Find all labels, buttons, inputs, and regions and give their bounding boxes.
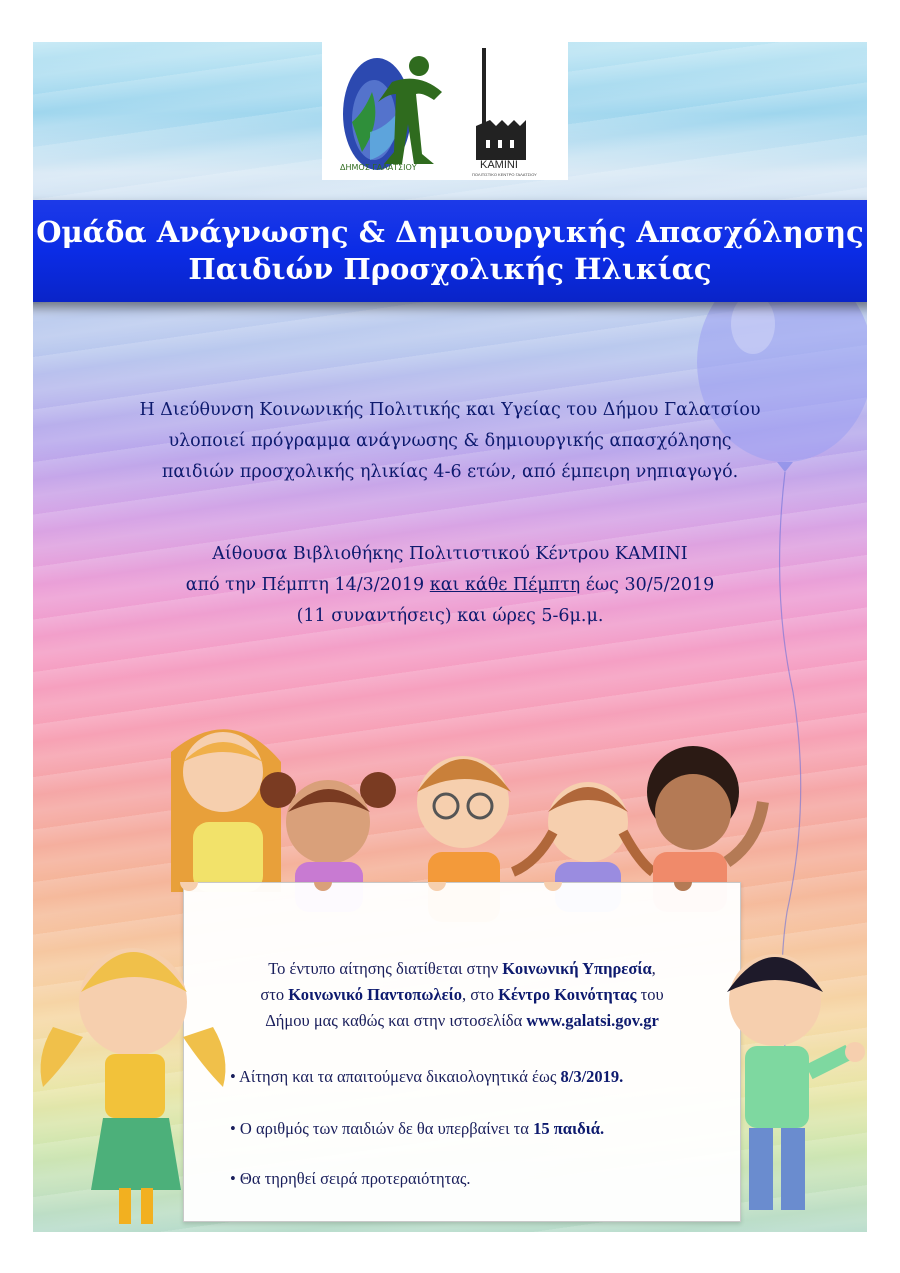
title-banner <box>33 200 867 302</box>
intro-line-1: Η Διεύθυνση Κοινωνικής Πολιτικής και Υγείας του Δήμου Γαλατσίου <box>139 400 761 420</box>
bullet-text: • Αίτηση και τα απαιτούμενα δικαιολογητικά έως <box>230 1067 561 1086</box>
front-children-illustration <box>33 882 867 1232</box>
poster <box>33 42 867 1232</box>
title-line-1: Ομάδα Ανάγνωσης & Δημιουργικής Απασχόλησης <box>36 215 864 249</box>
kamini-logo-subtext: ΠΟΛΙΤΙΣΤΙΚΟ ΚΕΝΤΡΟ ΓΑΛΑΤΣΙΟΥ <box>472 172 537 177</box>
notice-community-center: Κέντρο Κοινότητας <box>498 985 637 1004</box>
venue-line-1: Αίθουσα Βιβλιοθήκης Πολιτιστικού Κέντρου ΚΑΜΙΝΙ <box>212 544 688 564</box>
intro-line-2: υλοποιεί πρόγραμμα ανάγνωσης & δημιουργικής απασχόλησης <box>168 431 732 451</box>
title-line-2: Παιδιών Προσχολικής Ηλικίας <box>188 252 712 286</box>
notice-text: Το έντυπο αίτησης διατίθεται στην <box>268 959 503 978</box>
child-7 <box>727 954 865 1210</box>
notice-website: www.galatsi.gov.gr <box>526 1011 659 1030</box>
notice-text: , στο <box>462 985 499 1004</box>
kamini-logo-text: ΚΑΜΙΝΙ <box>480 159 518 171</box>
logo-panel <box>322 42 568 180</box>
venue-line-3: (11 συναντήσεις) και ώρες 5-6μ.μ. <box>296 606 604 626</box>
child-1 <box>171 729 281 892</box>
bullet-priority: • Θα τηρηθεί σειρά προτεραιότητας. <box>230 1169 471 1188</box>
child-6 <box>41 948 226 1224</box>
galatsi-logo <box>322 42 568 180</box>
notice-text: του <box>636 985 664 1004</box>
bullet-deadline-date: 8/3/2019. <box>560 1067 624 1086</box>
venue-date-end: έως 30/5/2019 <box>580 575 715 595</box>
bullet-capacity-number: 15 παιδιά. <box>533 1119 605 1138</box>
notice-social-grocery: Κοινωνικό Παντοπωλείο <box>288 985 462 1004</box>
venue-text <box>33 539 867 632</box>
venue-line-2 <box>33 570 867 601</box>
notice-social-service: Κοινωνική Υπηρεσία <box>502 959 652 978</box>
venue-every-thursday: και κάθε Πέμπτη <box>429 575 581 595</box>
notice-text: Δήμου μας καθώς και στην ιστοσελίδα <box>265 1011 527 1030</box>
notice-text: στο <box>260 985 289 1004</box>
kamini-logo <box>472 48 537 177</box>
bullet-text: • Ο αριθμός των παιδιών δε θα υπερβαίνει τα <box>230 1119 534 1138</box>
notice-comma: , <box>651 959 656 978</box>
hands <box>180 882 692 891</box>
venue-date-start: από την Πέμπτη 14/3/2019 <box>185 575 430 595</box>
galatsi-logo-text: ΔΗΜΟΣ ΓΑΛΑΤΣΙΟΥ <box>340 163 417 172</box>
intro-text <box>33 395 867 488</box>
intro-line-3: παιδιών προσχολικής ηλικίας 4-6 ετών, από έμπειρη νηπιαγωγό. <box>161 462 739 482</box>
